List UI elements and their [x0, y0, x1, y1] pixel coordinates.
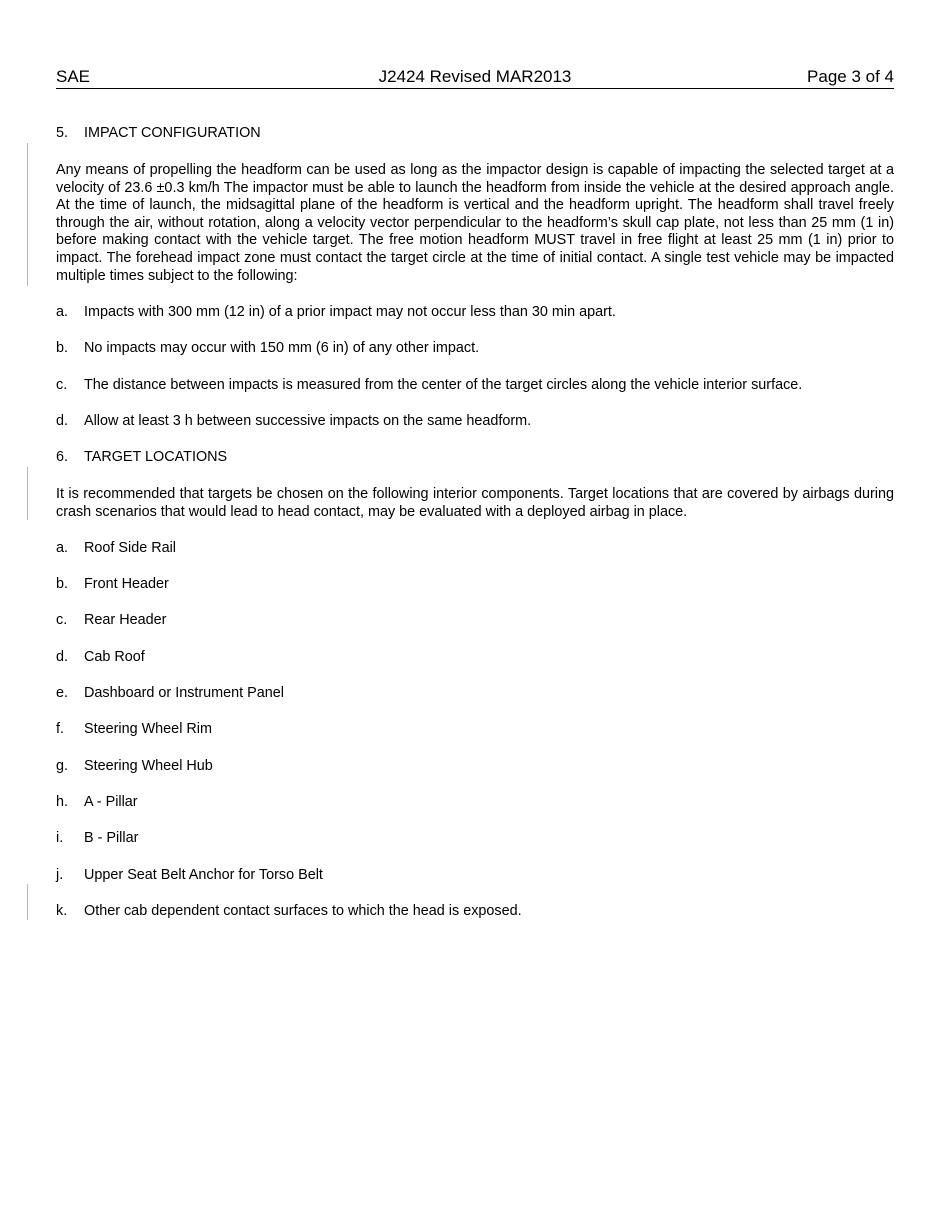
list-item: [56, 903, 894, 921]
list-item: [56, 540, 894, 558]
list-item-letter: c.: [56, 377, 68, 393]
change-bar: [27, 884, 28, 920]
list-item-text: Allow at least 3 h between successive impacts on the same headform.: [84, 413, 532, 429]
list-item-text: B - Pillar: [84, 830, 139, 846]
list-item: [56, 794, 894, 812]
header-document-number: J2424 Revised MAR2013: [378, 67, 572, 86]
list-item-letter: e.: [56, 685, 69, 701]
list-item: [56, 721, 894, 739]
list-item: [56, 685, 894, 703]
list-item-text: Dashboard or Instrument Panel: [84, 685, 284, 701]
list-item-letter: d.: [56, 649, 69, 665]
list-item-text: The distance between impacts is measured from the center of the target circles along the vehicle interior surface.: [84, 377, 803, 393]
list-item-letter: a.: [56, 304, 69, 320]
change-bar: [27, 143, 28, 286]
list-item-letter: g.: [56, 758, 69, 774]
list-item-letter: a.: [56, 540, 69, 556]
list-item-text: Roof Side Rail: [84, 540, 176, 556]
list-item-text: Steering Wheel Hub: [84, 758, 213, 774]
list-item: [56, 377, 894, 395]
list-item-text: Upper Seat Belt Anchor for Torso Belt: [84, 867, 323, 883]
section-heading-target-locations: [56, 449, 894, 467]
list-item: [56, 413, 894, 431]
section-paragraph: It is recommended that targets be chosen on the following interior components. Target locations that are covered by airbags during crash scenarios that would lead to head contact, may be evaluated with a deployed airbag in place.: [56, 486, 894, 520]
list-item-text: Rear Header: [84, 612, 167, 628]
list-item: [56, 867, 894, 885]
change-bar: [27, 467, 28, 520]
list-item-text: No impacts may occur with 150 mm (6 in) of any other impact.: [84, 340, 480, 356]
list-item-letter: b.: [56, 340, 69, 356]
list-item: [56, 649, 894, 667]
list-item-text: Front Header: [84, 576, 169, 592]
list-item: [56, 304, 894, 322]
header-page-number: Page 3 of 4: [807, 67, 894, 86]
section-title: TARGET LOCATIONS: [84, 449, 228, 465]
list-item-text: Cab Roof: [84, 649, 145, 665]
list-item-text: A - Pillar: [84, 794, 138, 810]
list-item-text: Impacts with 300 mm (12 in) of a prior impact may not occur less than 30 min apart.: [84, 304, 616, 320]
list-item: [56, 830, 894, 848]
section-title: IMPACT CONFIGURATION: [84, 125, 261, 141]
list-item-letter: d.: [56, 413, 69, 429]
list-item-letter: i.: [56, 830, 64, 846]
section-paragraph: Any means of propelling the headform can be used as long as the impactor design is capable of impacting the selected target at a velocity of 23.6 ±0.3 km/h The impactor must be able to launch the headform from inside the vehicle at the desired approach angle. At the time of launch, the midsagittal plane of the headform is vertical and the headform upright. The headform shall travel freely through the air, without rotation, along a velocity vector perpendicular to the headform’s skull cap plate, not less than 25 mm (1 in) before making contact with the vehicle target. The free motion headform MUST travel in free flight at least 25 mm (1 in) prior to impact. The forehead impact zone must contact the target circle at the time of initial contact. A single test vehicle may be impacted multiple times subject to the following:: [56, 162, 894, 284]
list-item-letter: k.: [56, 903, 68, 919]
list-item: [56, 612, 894, 630]
section-heading-impact-configuration: [56, 125, 894, 143]
list-item: [56, 340, 894, 358]
list-item-letter: h.: [56, 794, 69, 810]
list-item-text: Other cab dependent contact surfaces to which the head is exposed.: [84, 903, 522, 919]
header-organization: SAE: [56, 67, 91, 86]
list-item-letter: b.: [56, 576, 69, 592]
list-item-letter: f.: [56, 721, 64, 737]
list-item: [56, 758, 894, 776]
section-number: 6.: [56, 449, 69, 465]
list-item-letter: j.: [56, 867, 64, 883]
section-number: 5.: [56, 125, 69, 141]
list-item-text: Steering Wheel Rim: [84, 721, 212, 737]
list-item-letter: c.: [56, 612, 68, 628]
page-header: [56, 66, 894, 89]
list-item: [56, 576, 894, 594]
